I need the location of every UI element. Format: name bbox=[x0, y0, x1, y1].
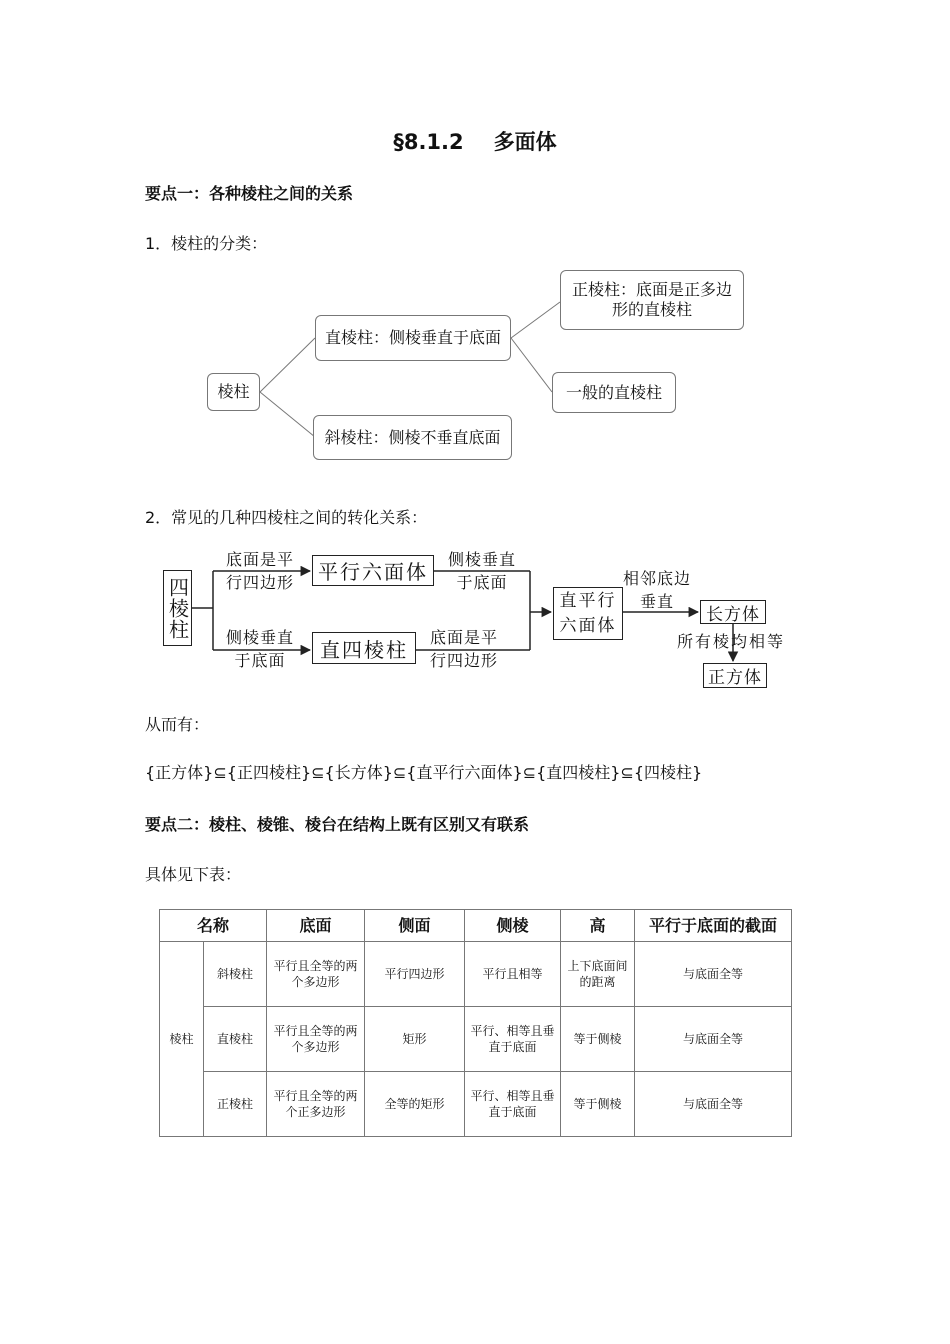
cube-box: 正方体 bbox=[703, 663, 767, 688]
right-prism-box: 直棱柱：侧棱垂直于底面 bbox=[315, 315, 511, 361]
cell-base: 平行且全等的两个多边形 bbox=[267, 1007, 365, 1072]
inclusion-formula: {正方体}⊆{正四棱柱}⊆{长方体}⊆{直平行六面体}⊆{直四棱柱}⊆{四棱柱} bbox=[145, 763, 703, 782]
point1-heading: 要点一：各种棱柱之间的关系 bbox=[145, 184, 354, 203]
header-lateral-edge: 侧棱 bbox=[465, 910, 561, 942]
cell-lateral-face: 全等的矩形 bbox=[365, 1072, 465, 1137]
condition-lateral-perpendicular-2: 侧棱垂直于底面 bbox=[225, 628, 294, 670]
cell-base: 平行且全等的两个多边形 bbox=[267, 942, 365, 1007]
condition-base-parallelogram-1: 底面是平行四边形 bbox=[225, 550, 294, 592]
header-base: 底面 bbox=[267, 910, 365, 942]
prism-structure-table bbox=[159, 909, 792, 1137]
cell-height: 上下底面间的距离 bbox=[561, 942, 635, 1007]
condition-base-parallelogram-2: 底面是平行四边形 bbox=[429, 628, 498, 670]
parallelepiped-box: 平行六面体 bbox=[312, 555, 434, 586]
condition-lateral-perpendicular-1: 侧棱垂直于底面 bbox=[447, 550, 516, 592]
cell-name: 直棱柱 bbox=[204, 1007, 267, 1072]
cell-lateral-edge: 平行、相等且垂直于底面 bbox=[465, 1007, 561, 1072]
regular-prism-box: 正棱柱：底面是正多边形的直棱柱 bbox=[560, 270, 744, 330]
cell-section: 与底面全等 bbox=[635, 1007, 792, 1072]
group-cell: 棱柱 bbox=[160, 942, 204, 1137]
prism-root-box: 棱柱 bbox=[207, 373, 260, 411]
cell-name: 斜棱柱 bbox=[204, 942, 267, 1007]
cuboid-box: 长方体 bbox=[700, 600, 766, 624]
general-right-prism-box: 一般的直棱柱 bbox=[552, 372, 676, 413]
condition-all-edges-equal: 所有棱均相等 bbox=[676, 632, 785, 651]
cell-lateral-edge: 平行、相等且垂直于底面 bbox=[465, 1072, 561, 1137]
cell-lateral-face: 矩形 bbox=[365, 1007, 465, 1072]
quad-prism-box: 四棱柱 bbox=[163, 570, 192, 646]
header-section: 平行于底面的截面 bbox=[635, 910, 792, 942]
section-number: §8.1.2 bbox=[393, 130, 464, 154]
cell-section: 与底面全等 bbox=[635, 1072, 792, 1137]
right-quad-prism-box: 直四棱柱 bbox=[312, 632, 416, 664]
classification-label: 1．棱柱的分类： bbox=[145, 234, 268, 253]
header-name: 名称 bbox=[160, 910, 267, 942]
right-parallelepiped-box: 直平行六面体 bbox=[553, 587, 623, 640]
cell-lateral-edge: 平行且相等 bbox=[465, 942, 561, 1007]
cell-section: 与底面全等 bbox=[635, 942, 792, 1007]
conclusion-label: 从而有： bbox=[145, 715, 210, 734]
table-intro: 具体见下表： bbox=[145, 865, 242, 884]
table-row bbox=[160, 1072, 792, 1137]
header-height: 高 bbox=[561, 910, 635, 942]
table-row bbox=[160, 942, 792, 1007]
header-lateral-face: 侧面 bbox=[365, 910, 465, 942]
cell-lateral-face: 平行四边形 bbox=[365, 942, 465, 1007]
oblique-prism-box: 斜棱柱：侧棱不垂直底面 bbox=[313, 415, 512, 460]
table-row bbox=[160, 1007, 792, 1072]
cell-height: 等于侧棱 bbox=[561, 1007, 635, 1072]
table-header-row bbox=[160, 910, 792, 942]
cell-base: 平行且全等的两个正多边形 bbox=[267, 1072, 365, 1137]
cell-height: 等于侧棱 bbox=[561, 1072, 635, 1137]
section-name: 多面体 bbox=[493, 130, 557, 154]
point2-heading: 要点二：棱柱、棱锥、棱台在结构上既有区别又有联系 bbox=[145, 815, 530, 834]
condition-adjacent-edges-perpendicular: 相邻底边垂直 bbox=[623, 569, 692, 611]
cell-name: 正棱柱 bbox=[204, 1072, 267, 1137]
conversion-label: 2．常见的几种四棱柱之间的转化关系： bbox=[145, 508, 428, 527]
